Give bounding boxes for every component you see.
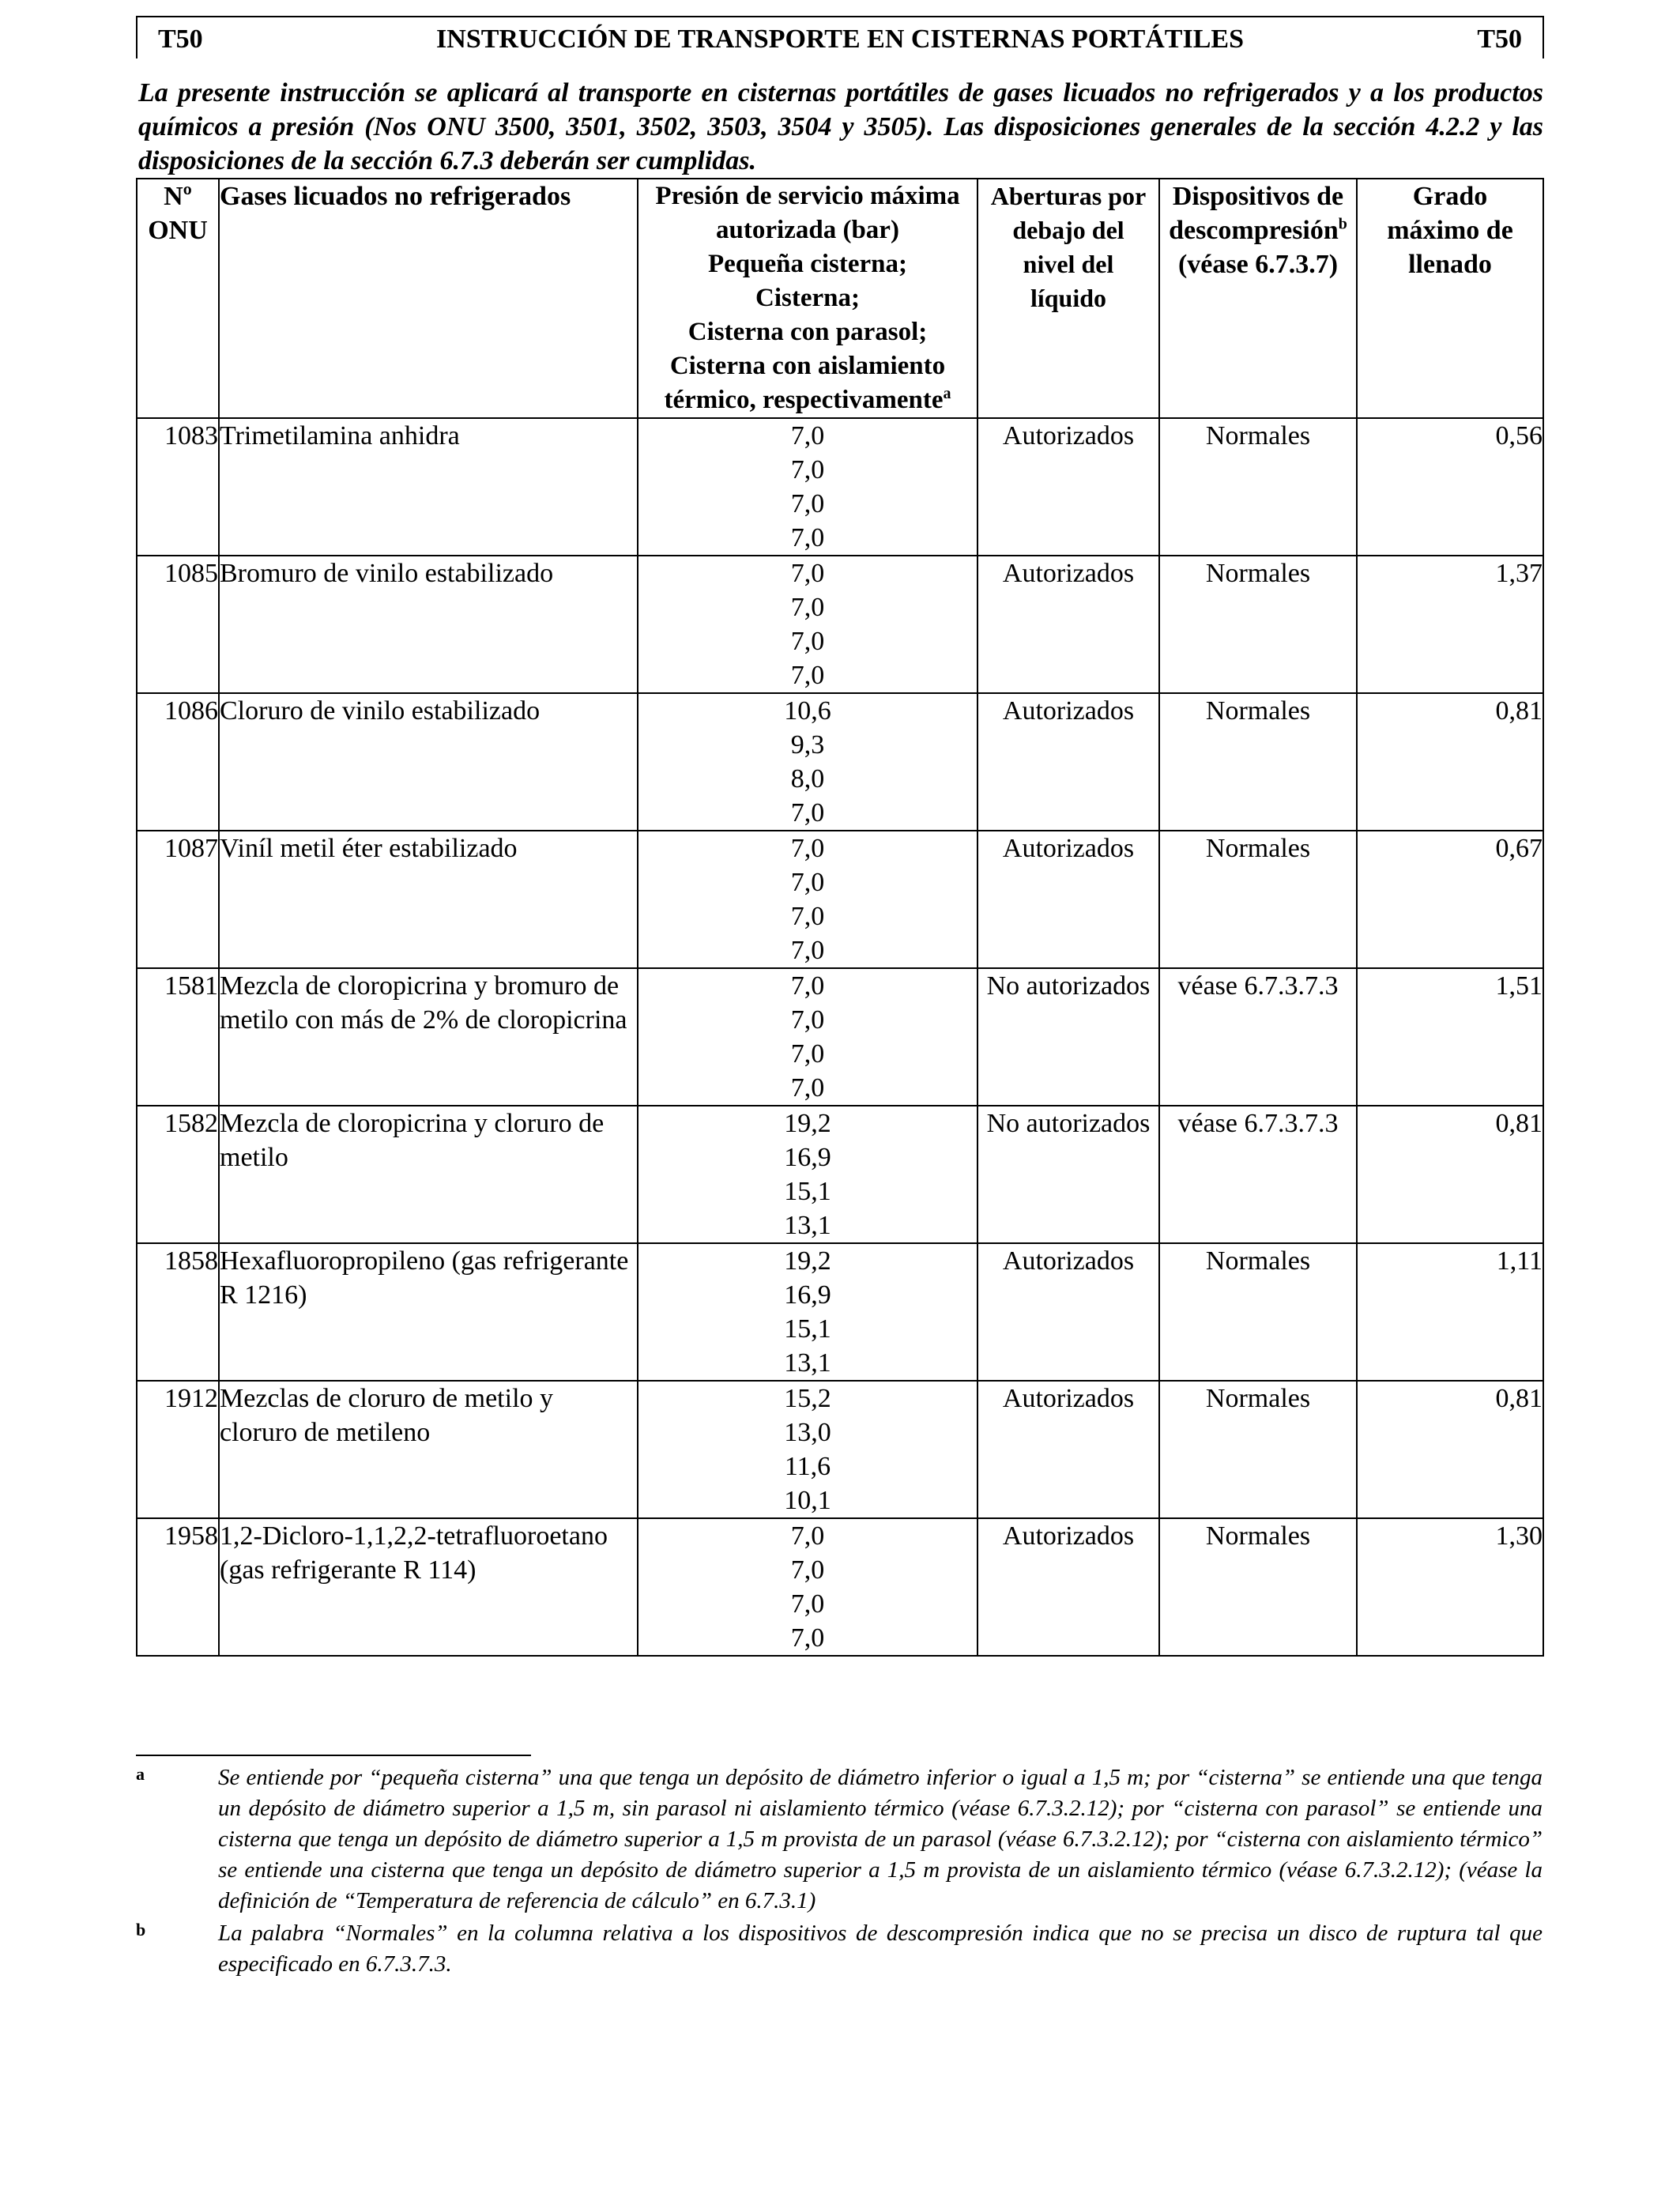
relief-value: Normales [1159, 693, 1357, 831]
substance-name: 1,2-Dicloro-1,1,2,2-tetrafluoroetano (gas refrigerante R 114) [219, 1518, 638, 1656]
footnote-a: a Se entiende por “pequeña cisterna” una que tenga un depósito de diámetro inferior o igual a 1,5 m; por “cisterna” se entiende una que tenga un depósito de diámetro superior a 1,5 m, sin parasol ni aislamiento térmico (véase 6.7.3.2.12); por “cisterna con parasol” se entiende una cisterna que tenga un depósito de diámetro superior a 1,5 m provista de un parasol (véase 6.7.3.2.12); por “cisterna con aislamiento térmico” se entiende una cisterna que tenga un depósito de diámetro superior a 1,5 m provista de un aislamiento térmico (véase 6.7.3.2.12); (véase la definición de “Temperatura de referencia de cálculo” en 6.7.3.1) [136, 1764, 1543, 1913]
openings-value: Autorizados [977, 1381, 1159, 1518]
fill-value: 1,30 [1357, 1518, 1543, 1656]
page-title: INSTRUCCIÓN DE TRANSPORTE EN CISTERNAS PORTÁTILES [436, 25, 1244, 54]
substance-name: Mezcla de cloropicrina y bromuro de metilo con más de 2% de cloropicrina [219, 968, 638, 1106]
onu-number: 1858 [137, 1243, 219, 1381]
onu-number: 1087 [137, 831, 219, 968]
table-row [137, 556, 1543, 693]
pressure-value: 7,0 [790, 627, 825, 656]
pressure-value: 19,2 [784, 1109, 831, 1138]
header-relief: Dispositivos de descompresión$^b$ (véase 6.7.3.7) [1159, 179, 1357, 418]
substance-name: Bromuro de vinilo estabilizado [219, 556, 638, 693]
pressure-value: 7,0 [790, 1623, 825, 1653]
pressure-value: 7,0 [790, 902, 825, 931]
footnote-ref-b: b [1338, 215, 1347, 233]
substance-name: Cloruro de vinilo estabilizado [219, 693, 638, 831]
pressure-value: 7,0 [790, 1555, 825, 1585]
substance-name: Mezcla de cloropicrina y cloruro de metilo [219, 1106, 638, 1243]
relief-value: Normales [1159, 1243, 1357, 1381]
footnote-b: b La palabra “Normales” en la columna relativa a los dispositivos de descompresión indica que no se precisa un disco de ruptura tal que especificado en 6.7.3.7.3. [136, 1920, 1543, 1977]
pressure-value: 13,1 [784, 1348, 831, 1378]
openings-value: Autorizados [977, 693, 1159, 831]
onu-number: 1083 [137, 418, 219, 556]
substance-name: Mezclas de cloruro de metilo y cloruro de metileno [219, 1381, 638, 1518]
relief-value: Normales [1159, 831, 1357, 968]
pressure-value: 11,6 [784, 1452, 831, 1481]
relief-value: Normales [1159, 1518, 1357, 1656]
pressure-values [638, 1518, 977, 1656]
pressure-value: 7,0 [790, 834, 825, 863]
relief-value: véase 6.7.3.7.3 [1159, 968, 1357, 1106]
pressure-value: 19,2 [784, 1246, 831, 1276]
fill-value: 0,81 [1357, 693, 1543, 831]
fill-value: 0,81 [1357, 1381, 1543, 1518]
relief-value: Normales [1159, 1381, 1357, 1518]
header-pressure: Presión de servicio máxima autorizada (bar) Pequeña cisterna; Cisterna; Cisterna con parasol; Cisterna con aislamiento térmico, respectivamente$^a$ [638, 179, 977, 418]
header-gases: Gases licuados no refrigerados [219, 179, 638, 418]
pressure-value: 7,0 [790, 1589, 825, 1619]
table-row [137, 1106, 1543, 1243]
pressure-value: 13,0 [784, 1418, 831, 1447]
onu-number: 1085 [137, 556, 219, 693]
pressure-values [638, 556, 977, 693]
table-row [137, 418, 1543, 556]
pressure-values [638, 831, 977, 968]
relief-value: Normales [1159, 418, 1357, 556]
column-header-row [137, 179, 1543, 418]
pressure-values [638, 1106, 977, 1243]
header-openings: Aberturas por debajo del nivel del líquido [977, 179, 1159, 418]
pressure-value: 7,0 [790, 936, 825, 965]
pressure-value: 7,0 [790, 1521, 825, 1551]
onu-number: 1581 [137, 968, 219, 1106]
title-row [137, 17, 1543, 58]
fill-value: 1,51 [1357, 968, 1543, 1106]
table-row [137, 1518, 1543, 1656]
substance-name: Viníl metil éter estabilizado [219, 831, 638, 968]
openings-value: Autorizados [977, 1518, 1159, 1656]
openings-value: No autorizados [977, 1106, 1159, 1243]
pressure-value: 7,0 [790, 593, 825, 622]
onu-number: 1912 [137, 1381, 219, 1518]
pressure-values [638, 418, 977, 556]
fill-value: 1,11 [1357, 1243, 1543, 1381]
table-row [137, 693, 1543, 831]
pressure-value: 16,9 [784, 1280, 831, 1310]
substance-name: Hexafluoropropileno (gas refrigerante R 1216) [219, 1243, 638, 1381]
transport-instruction-table [136, 16, 1544, 1657]
fill-value: 0,56 [1357, 418, 1543, 556]
openings-value: Autorizados [977, 831, 1159, 968]
fill-value: 0,67 [1357, 831, 1543, 968]
relief-value: véase 6.7.3.7.3 [1159, 1106, 1357, 1243]
code-right: T50 [1477, 25, 1523, 54]
table-row [137, 1243, 1543, 1381]
fill-value: 0,81 [1357, 1106, 1543, 1243]
pressure-value: 7,0 [790, 421, 825, 450]
pressure-value: 7,0 [790, 971, 825, 1001]
pressure-value: 7,0 [790, 559, 825, 588]
pressure-value: 8,0 [790, 764, 825, 794]
pressure-value: 16,9 [784, 1143, 831, 1172]
table-row [137, 968, 1543, 1106]
intro-row [137, 58, 1543, 179]
onu-number: 1086 [137, 693, 219, 831]
pressure-values [638, 693, 977, 831]
table-row [137, 1381, 1543, 1518]
pressure-value: 10,6 [784, 696, 831, 726]
header-fill: Grado máximo de llenado [1357, 179, 1543, 418]
openings-value: Autorizados [977, 556, 1159, 693]
onu-number: 1582 [137, 1106, 219, 1243]
relief-value: Normales [1159, 556, 1357, 693]
fill-value: 1,37 [1357, 556, 1543, 693]
pressure-value: 7,0 [790, 661, 825, 690]
pressure-value: 7,0 [790, 523, 825, 552]
pressure-value: 7,0 [790, 1005, 825, 1035]
pressure-value: 10,1 [784, 1486, 831, 1515]
pressure-value: 7,0 [790, 868, 825, 897]
pressure-value: 15,1 [784, 1314, 831, 1344]
pressure-value: 7,0 [790, 1039, 825, 1069]
pressure-value: 7,0 [790, 1073, 825, 1103]
onu-number: 1958 [137, 1518, 219, 1656]
pressure-value: 15,2 [784, 1384, 831, 1413]
footnote-ref-a: a [943, 385, 951, 402]
intro-text: La presente instrucción se aplicará al transporte en cisternas portátiles de gases licuados no refrigerados y a los productos químicos a presión (Nos ONU 3500, 3501, 3502, 3503, 3504 y 3505). Las disposiciones generales de la sección 4.2.2 y las disposiciones de la sección 6.7.3 deberán ser cumplidas. [138, 78, 1544, 175]
pressure-value: 7,0 [790, 798, 825, 827]
document [136, 16, 1543, 1657]
pressure-value: 9,3 [790, 730, 825, 760]
openings-value: Autorizados [977, 1243, 1159, 1381]
substance-name: Trimetilamina anhidra [219, 418, 638, 556]
footnote-rule [136, 1755, 531, 1756]
openings-value: Autorizados [977, 418, 1159, 556]
pressure-value: 15,1 [784, 1177, 831, 1206]
pressure-value: 7,0 [790, 455, 825, 484]
pressure-values [638, 1381, 977, 1518]
code-left: T50 [158, 25, 203, 54]
openings-value: No autorizados [977, 968, 1159, 1106]
header-onu: Nº ONU [137, 179, 219, 418]
table-row [137, 831, 1543, 968]
footnotes [136, 1755, 1543, 1981]
pressure-value: 13,1 [784, 1211, 831, 1240]
pressure-value: 7,0 [790, 489, 825, 518]
pressure-values [638, 968, 977, 1106]
pressure-values [638, 1243, 977, 1381]
